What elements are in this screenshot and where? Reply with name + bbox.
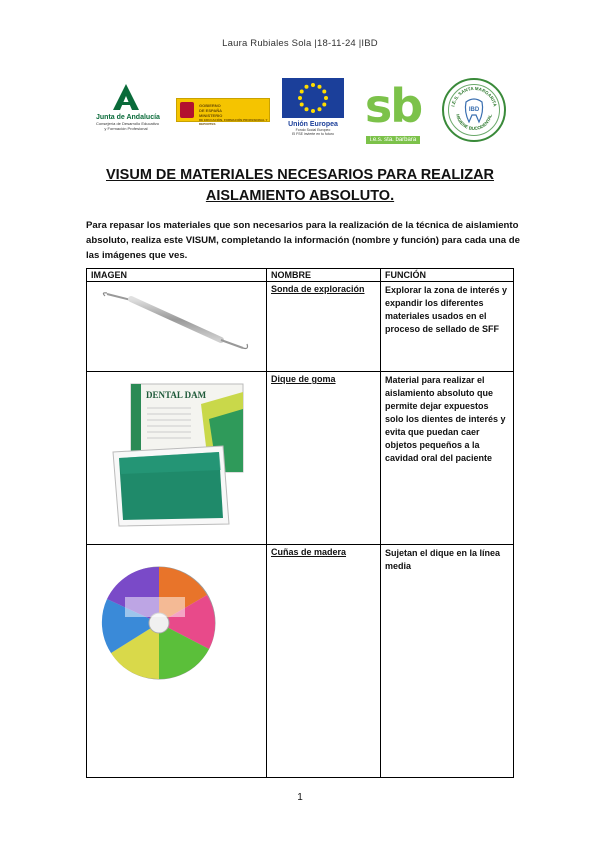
header-nombre: NOMBRE <box>267 269 381 282</box>
table-header-row <box>87 269 514 282</box>
gobierno-espana-logo: GOBIERNO DE ESPAÑA MINISTERIO DE EDUCACIÓN, FORMACIÓN PROFESIONAL Y DEPORTES <box>176 98 270 122</box>
table-row <box>87 372 514 545</box>
row-name: Dique de goma <box>267 372 381 545</box>
page-title: VISUM DE MATERIALES NECESARIOS PARA REALIZAR AISLAMIENTO ABSOLUTO. <box>105 167 495 204</box>
header-funcion: FUNCIÓN <box>381 269 514 282</box>
junta-emblem-icon <box>109 82 143 112</box>
dental-dam-label: DENTAL DAM <box>146 390 207 400</box>
row-function: Sujetan el dique en la línea media <box>381 545 514 778</box>
coat-of-arms-icon <box>180 102 194 118</box>
ies-santa-margarita-seal <box>442 78 506 142</box>
visum-table <box>86 268 514 778</box>
intro-paragraph: Para repasar los materiales que son necesarios para la realización de la técnica de aislamiento absoluto, realiza este VISUM, completando la información (nombre y función) para cada una de las imágenes que ves. <box>86 220 520 261</box>
junta-andalucia-logo: Junta de Andalucía Consejería de Desarrollo Educativo y Formación Profesional <box>96 82 156 142</box>
ies-santa-barbara-logo: sb i.e.s. sta. barbara <box>364 79 422 143</box>
image-cell <box>87 282 267 372</box>
page-number: 1 <box>297 792 303 803</box>
svg-text:HIGIENE BUCODENTAL <box>455 113 493 131</box>
wooden-wedges-image <box>91 557 261 707</box>
row-function: Explorar la zona de interés y expandir los diferentes materiales usados en el proceso de sellado de SFF <box>381 282 514 372</box>
image-cell <box>87 372 267 545</box>
row-name: Cuñas de madera <box>267 545 381 778</box>
logo-bar <box>96 78 526 148</box>
header-imagen: IMAGEN <box>87 269 267 282</box>
row-function: Material para realizar el aislamiento absoluto que permite dejar expuestos solo los dientes de interés y evita que puedan caer objetos pequeños a la cavidad oral del paciente <box>381 372 514 545</box>
eu-flag-icon <box>282 78 344 118</box>
rubber-dam-image <box>91 374 261 534</box>
exploration-probe-image <box>91 284 261 364</box>
svg-text:I.E.S. SANTA MARGARITA <box>450 86 498 108</box>
seal-top-text: I.E.S. SANTA MARGARITA <box>450 85 498 108</box>
row-name: Sonda de exploración <box>267 282 381 372</box>
table-row <box>87 545 514 778</box>
seal-bottom-text: HIGIENE BUCODENTAL <box>455 113 493 132</box>
image-cell <box>87 545 267 778</box>
union-europea-logo: Unión Europea Fondo Social Europeo El FSE invierte en tu futuro <box>280 78 346 144</box>
table-row <box>87 282 514 372</box>
page-header: Laura Rubiales Sola |18-11-24 |IBD <box>222 38 378 49</box>
seal-center-text: IBD <box>468 107 480 113</box>
